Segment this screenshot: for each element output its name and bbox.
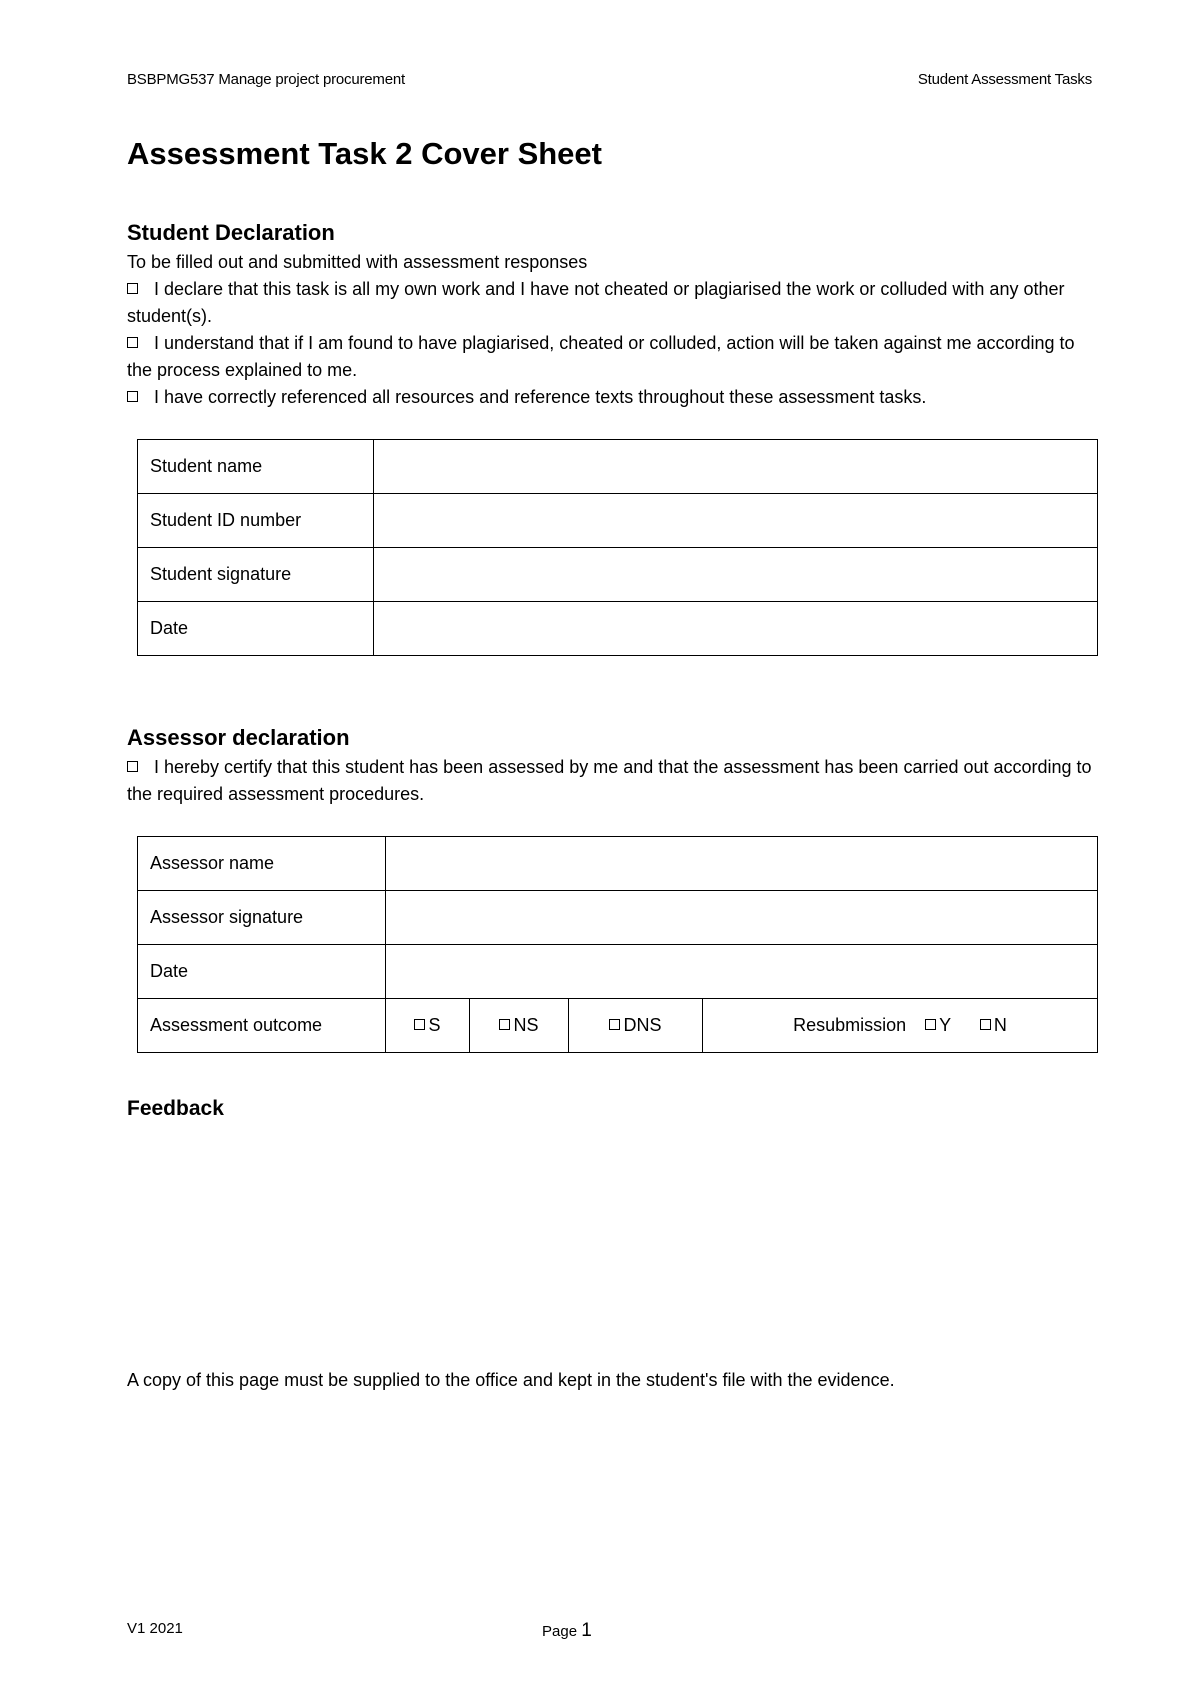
checkbox-icon[interactable] — [127, 337, 138, 348]
student-declaration-intro: To be filled out and submitted with assessment responses — [127, 252, 588, 272]
assessor-declaration-text: I hereby certify that this student has been assessed by me and that the assessment has been carried out according to the required assessment procedures. — [127, 757, 1092, 804]
assessor-declaration-heading: Assessor declaration — [127, 725, 350, 750]
row-label: Assessor signature — [138, 891, 386, 945]
resubmission-cell — [703, 999, 1098, 1053]
header-unit-title: BSBPMG537 Manage project procurement — [127, 71, 405, 88]
page-label: Page — [542, 1623, 578, 1640]
assessor-name-field[interactable] — [386, 837, 1098, 891]
table-row — [138, 999, 1098, 1053]
assessor-date-field[interactable] — [386, 945, 1098, 999]
resubmission-label: Resubmission — [793, 1015, 907, 1035]
table-row — [138, 837, 1098, 891]
row-label: Student name — [138, 440, 374, 494]
student-declaration-heading: Student Declaration — [127, 220, 335, 245]
page-number: 1 — [581, 1620, 592, 1641]
checkbox-icon[interactable] — [127, 283, 138, 294]
outcome-option-dns[interactable]: DNS — [569, 999, 703, 1053]
declaration-text: I have correctly referenced all resources and reference texts throughout these assessment tasks. — [154, 387, 927, 407]
assessor-declaration-body[interactable] — [127, 754, 1102, 808]
checkbox-icon[interactable] — [609, 1019, 620, 1030]
checkbox-icon[interactable] — [414, 1019, 425, 1030]
table-row — [138, 602, 1098, 656]
resubmission-option-n[interactable]: N — [980, 1015, 1007, 1035]
row-label: Assessor name — [138, 837, 386, 891]
student-id-field[interactable] — [374, 494, 1098, 548]
declaration-item-own-work[interactable] — [127, 276, 1102, 330]
row-label: Date — [138, 602, 374, 656]
page-title: Assessment Task 2 Cover Sheet — [127, 136, 602, 171]
table-row — [138, 440, 1098, 494]
assessor-details-table — [137, 836, 1098, 1053]
table-row — [138, 548, 1098, 602]
row-label: Assessment outcome — [138, 999, 386, 1053]
feedback-heading: Feedback — [127, 1097, 224, 1120]
table-row — [138, 945, 1098, 999]
office-copy-note: A copy of this page must be supplied to the office and kept in the student's file with the evidence. — [127, 1370, 895, 1390]
footer-version: V1 2021 — [127, 1620, 183, 1637]
header-doc-type: Student Assessment Tasks — [917, 71, 1092, 88]
student-name-field[interactable] — [374, 440, 1098, 494]
checkbox-icon[interactable] — [925, 1019, 936, 1030]
row-label: Date — [138, 945, 386, 999]
assessor-signature-field[interactable] — [386, 891, 1098, 945]
table-row — [138, 891, 1098, 945]
declaration-item-plagiarism[interactable] — [127, 330, 1102, 384]
outcome-option-s[interactable]: S — [386, 999, 470, 1053]
row-label: Student ID number — [138, 494, 374, 548]
table-row — [138, 494, 1098, 548]
student-declaration-body — [127, 249, 1102, 411]
declaration-item-references[interactable] — [127, 384, 1102, 411]
outcome-option-ns[interactable]: NS — [470, 999, 569, 1053]
declaration-text: I declare that this task is all my own work and I have not cheated or plagiarised the work or colluded with any other student(s). — [127, 279, 1065, 326]
row-label: Student signature — [138, 548, 374, 602]
resubmission-option-y[interactable]: Y — [925, 1015, 951, 1035]
checkbox-icon[interactable] — [127, 761, 138, 772]
checkbox-icon[interactable] — [127, 391, 138, 402]
declaration-text: I understand that if I am found to have plagiarised, cheated or colluded, action will be taken against me according to the process explained to me. — [127, 333, 1075, 380]
student-details-table — [137, 439, 1098, 656]
student-signature-field[interactable] — [374, 548, 1098, 602]
footer-page — [542, 1620, 592, 1642]
checkbox-icon[interactable] — [499, 1019, 510, 1030]
student-date-field[interactable] — [374, 602, 1098, 656]
checkbox-icon[interactable] — [980, 1019, 991, 1030]
